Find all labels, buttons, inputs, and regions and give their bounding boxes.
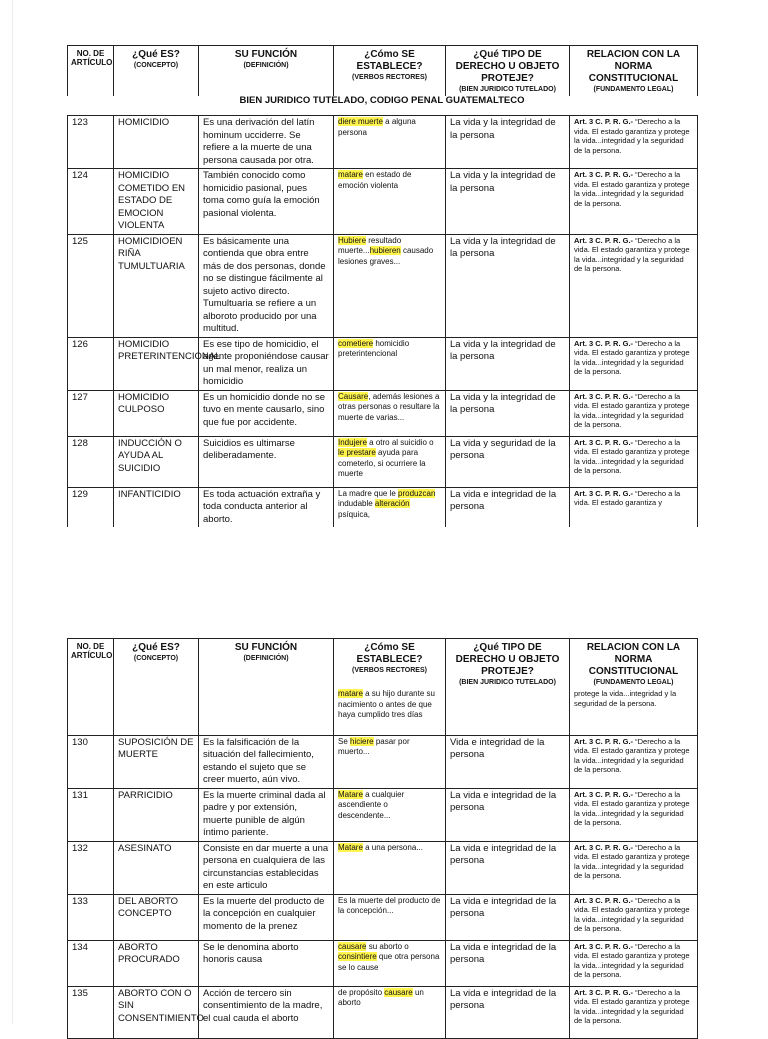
protected-right-cell: La vida y la integridad de la persona — [446, 390, 570, 436]
article-number: 128 — [68, 436, 114, 487]
verb-cell — [334, 234, 446, 337]
verb-cell — [334, 337, 446, 390]
table-row — [68, 116, 698, 169]
protected-right-cell: La vida e integridad de la persona — [446, 487, 570, 527]
law-cell — [570, 735, 698, 788]
article-number: 133 — [68, 894, 114, 940]
concept-cell: SUPOSICIÓN DE MUERTE — [114, 735, 199, 788]
concept-cell: INDUCCIÓN O AYUDA AL SUICIDIO — [114, 436, 199, 487]
header-table-page2 — [67, 638, 698, 689]
header-col-concept: ¿Qué ES? (CONCEPTO) — [114, 46, 199, 97]
table-row — [68, 841, 698, 894]
protected-right-cell: La vida e integridad de la persona — [446, 986, 570, 1038]
article-number: 132 — [68, 841, 114, 894]
law-text: “Derecho a la vida. El estado garantiza y protege la vida...integridad y la seguridad de la persona. — [574, 895, 690, 933]
highlighted-verb: diere muerte — [338, 117, 383, 126]
concept-cell: INFANTICIDIO — [114, 487, 199, 527]
highlighted-verb: Indujere — [338, 437, 367, 447]
function-cell: Acción de tercero sin consentimiento de la madre, el cual cauda el aborto — [199, 986, 334, 1038]
law-text: “Derecho a la vida. El estado garantiza y protege la vida...integridad y la seguridad de la persona. — [574, 170, 690, 208]
verb-cell — [334, 487, 446, 527]
article-number — [68, 688, 114, 735]
verb-cell — [334, 169, 446, 235]
verb-cell — [334, 390, 446, 436]
verb-cell — [334, 894, 446, 940]
law-article: Art. 3 C. P. R. G.- — [574, 437, 634, 447]
law-article: Art. 3 C. P. R. G.- — [574, 842, 634, 852]
table-row — [68, 894, 698, 940]
article-number: 123 — [68, 116, 114, 169]
function-cell: Es la muerte criminal dada al padre y por extensión, muerte punible de algún íntimo pariente. — [199, 788, 334, 841]
highlighted-verb: hubieren — [369, 246, 401, 255]
law-cell: protege la vida...integridad y la seguridad de la persona. — [570, 688, 698, 735]
article-number: 134 — [68, 940, 114, 986]
law-article: Art. 3 C. P. R. G.- — [574, 338, 634, 348]
verb-text: un aborto — [338, 987, 424, 1007]
header-col-verbs: ¿Cómo SE ESTABLECE? (VERBOS RECTORES) — [334, 46, 446, 97]
protected-right-cell: La vida y seguridad de la persona — [446, 436, 570, 487]
table-row — [68, 234, 698, 337]
table-row — [68, 735, 698, 788]
verb-text: de propósito — [338, 987, 385, 997]
verb-cell — [334, 841, 446, 894]
function-cell: Consiste en dar muerte a una persona en cualquiera de las circunstancias establecidas en este articulo — [199, 841, 334, 894]
function-cell: Es la falsificación de la situación del fallecimiento, estando el sujeto que se creer muerto, aún vivo. — [199, 735, 334, 788]
law-article: Art. 3 C. P. R. G.- — [574, 987, 634, 997]
highlighted-verb: Hubiere — [338, 235, 367, 245]
concept-cell: PARRICIDIO — [114, 788, 199, 841]
concept-cell — [114, 688, 199, 735]
law-text: “Derecho a la vida. El estado garantiza y protege la vida...integridad y la seguridad de la persona. — [574, 941, 690, 979]
verb-text: La madre que le — [338, 488, 399, 498]
function-cell: Es una derivación del latín hominum ucciderre. Se refiere a la muerte de una persona causada por otra. — [199, 116, 334, 169]
verb-text: a cualquier ascendiente o descendente... — [338, 789, 405, 820]
law-article: Art. 3 C. P. R. G.- — [574, 117, 634, 126]
verb-text: indudable — [338, 499, 375, 508]
function-cell: También conocido como homicidio pasional, pues toma como guía la emoción pasional violenta. — [199, 169, 334, 235]
concept-cell: HOMICIDIO CULPOSO — [114, 390, 199, 436]
verb-text: a otro al suicidio o — [366, 437, 434, 447]
highlighted-verb: Matare — [338, 789, 363, 799]
law-article: Art. 3 C. P. R. G.- — [574, 941, 634, 951]
law-cell — [570, 788, 698, 841]
table-row — [68, 940, 698, 986]
law-text: “Derecho a la vida. El estado garantiza y protege la vida...integridad y la seguridad de la persona. — [574, 842, 690, 880]
law-article: Art. 3 C. P. R. G.- — [574, 488, 634, 498]
verb-cell — [334, 735, 446, 788]
highlighted-verb: matare — [338, 170, 363, 179]
highlighted-verb: cometiere — [338, 338, 374, 348]
law-article: Art. 3 C. P. R. G.- — [574, 736, 634, 746]
function-cell: Se le denomina aborto honoris causa — [199, 940, 334, 986]
verb-text: resultado muerte... — [338, 235, 402, 255]
law-text: “Derecho a la vida. El estado garantiza y protege la vida...integridad y la seguridad de la persona. — [574, 338, 690, 376]
verb-cell — [334, 940, 446, 986]
verb-text: , además lesiones a otras personas o resultare la muerte de varias... — [338, 391, 440, 422]
law-cell — [570, 841, 698, 894]
article-number: 124 — [68, 169, 114, 235]
highlighted-verb: causare — [384, 987, 413, 997]
verb-cell — [334, 788, 446, 841]
header-col-function: SU FUNCIÓN (DEFINICIÓN) — [199, 46, 334, 97]
law-cell — [570, 169, 698, 235]
law-cell — [570, 940, 698, 986]
protected-right-cell: La vida y la integridad de la persona — [446, 169, 570, 235]
article-number: 125 — [68, 234, 114, 337]
concept-cell: ABORTO CON O SIN CONSENTIMIENTO — [114, 986, 199, 1038]
law-cell — [570, 234, 698, 337]
verb-cell — [334, 116, 446, 169]
article-number: 135 — [68, 986, 114, 1038]
article-number: 129 — [68, 487, 114, 527]
header-col-law: RELACION CON LA NORMA CONSTITUCIONAL (FUNDAMENTO LEGAL) — [570, 46, 698, 97]
verb-text: que otra persona se lo cause — [338, 952, 440, 972]
law-cell — [570, 390, 698, 436]
protected-right-cell: La vida y la integridad de la persona — [446, 116, 570, 169]
header-col-right: ¿Qué TIPO DE DERECHO U OBJETO PROTEJE? (BIEN JURIDICO TUTELADO) — [446, 46, 570, 97]
law-cell — [570, 986, 698, 1038]
law-article: Art. 3 C. P. R. G.- — [574, 235, 634, 245]
header-table-page1 — [67, 45, 698, 96]
concept-cell: HOMICIDIO COMETIDO EN ESTADO DE EMOCION VIOLENTA — [114, 169, 199, 235]
law-cell — [570, 436, 698, 487]
function-cell: Suicidios es ultimarse deliberadamente. — [199, 436, 334, 487]
concept-cell: HOMICIDIO — [114, 116, 199, 169]
law-text: “Derecho a la vida. El estado garantiza y protege la vida...integridad y la seguridad de la persona. — [574, 736, 690, 774]
table-row — [68, 788, 698, 841]
verb-cell — [334, 688, 446, 735]
verb-text: Es la muerte del producto de la concepción... — [338, 895, 441, 915]
crimes-table-page2 — [67, 688, 698, 1039]
protected-right-cell: La vida y la integridad de la persona — [446, 337, 570, 390]
function-cell: Es ese tipo de homicidio, el agente proponiéndose causar un mal menor, realiza un homicidio — [199, 337, 334, 390]
function-cell: Es la muerte del producto de la concepción en cualquier momento de la prenez — [199, 894, 334, 940]
law-cell — [570, 116, 698, 169]
law-text: “Derecho a la vida. El estado garantiza y protege la vida...integridad y la seguridad de la persona. — [574, 235, 690, 273]
verb-text: psíquica, — [338, 509, 371, 519]
page-edge — [12, 0, 13, 1024]
concept-cell: HOMICIDIO PRETERINTENCIONAL — [114, 337, 199, 390]
verb-text: en estado de emoción violenta — [338, 170, 412, 190]
header-col-article: NO. DE ARTÍCULO — [68, 639, 114, 690]
highlighted-verb: consintiere — [338, 952, 377, 961]
verb-text: Se — [338, 736, 351, 746]
law-cell — [570, 894, 698, 940]
protected-right-cell: La vida y la integridad de la persona — [446, 234, 570, 337]
header-col-law: RELACION CON LA NORMA CONSTITUCIONAL (FUNDAMENTO LEGAL) — [570, 639, 698, 690]
header-col-article: NO. DE ARTÍCULO — [68, 46, 114, 97]
law-text: “Derecho a la vida. El estado garantiza y protege la vida...integridad y la seguridad de la persona. — [574, 117, 690, 155]
table-row — [68, 390, 698, 436]
table-row — [68, 986, 698, 1038]
header-col-verbs: ¿Cómo SE ESTABLECE? (VERBOS RECTORES) — [334, 639, 446, 690]
highlighted-verb: causare — [338, 941, 367, 951]
table-row — [68, 169, 698, 235]
crimes-table-page1 — [67, 115, 698, 527]
law-article: Art. 3 C. P. R. G.- — [574, 789, 634, 799]
law-text: “Derecho a la vida. El estado garantiza y protege la vida...integridad y la seguridad de la persona. — [574, 987, 690, 1025]
verb-text: a alguna persona — [338, 117, 416, 137]
law-article: Art. 3 C. P. R. G.- — [574, 170, 634, 179]
protected-right-cell: La vida e integridad de la persona — [446, 841, 570, 894]
verb-text: a una persona... — [362, 842, 423, 852]
continuation-row — [68, 688, 698, 735]
highlighted-verb: le prestare — [338, 448, 376, 457]
header-col-function: SU FUNCIÓN (DEFINICIÓN) — [199, 639, 334, 690]
law-text: “Derecho a la vida. El estado garantiza y — [574, 488, 681, 507]
highlighted-verb: produzcan — [398, 488, 436, 498]
law-cell — [570, 487, 698, 527]
law-article: Art. 3 C. P. R. G.- — [574, 895, 634, 905]
verb-cell — [334, 436, 446, 487]
verb-text: causado lesiones graves... — [338, 246, 434, 266]
protected-right-cell: Vida e integridad de la persona — [446, 735, 570, 788]
highlighted-verb: Causare — [338, 391, 369, 401]
verb-text: ayuda para cometerlo, si ocurriere la muerte — [338, 448, 426, 478]
header-col-right: ¿Qué TIPO DE DERECHO U OBJETO PROTEJE? (BIEN JURIDICO TUTELADO) — [446, 639, 570, 690]
function-cell: Es un homicidio donde no se tuvo en mente causarlo, sino que fue por accidente. — [199, 390, 334, 436]
concept-cell: HOMICIDIOEN RIÑA TUMULTUARIA — [114, 234, 199, 337]
highlighted-verb: hiciere — [350, 736, 374, 746]
law-article: Art. 3 C. P. R. G.- — [574, 391, 634, 401]
section-subtitle: BIEN JURIDICO TUTELADO, CODIGO PENAL GUATEMALTECO — [239, 95, 525, 106]
law-text: “Derecho a la vida. El estado garantiza y protege la vida...integridad y la seguridad de la persona. — [574, 437, 690, 475]
article-number: 131 — [68, 788, 114, 841]
header-col-concept: ¿Qué ES? (CONCEPTO) — [114, 639, 199, 690]
highlighted-verb: matare — [338, 689, 363, 698]
highlighted-verb: alteración — [374, 499, 410, 508]
law-text: “Derecho a la vida. El estado garantiza y protege la vida...integridad y la seguridad de la persona. — [574, 391, 690, 429]
concept-cell: ASESINATO — [114, 841, 199, 894]
protected-right-cell — [446, 688, 570, 735]
protected-right-cell: La vida e integridad de la persona — [446, 894, 570, 940]
function-cell: Es básicamente una contienda que obra entre más de dos personas, donde no se distingue fácilmente al sujeto activo directo. Tumultuaria se refiere a un alboroto producido por una multitud. — [199, 234, 334, 337]
table-row — [68, 436, 698, 487]
verb-text: pasar por muerto... — [338, 736, 410, 756]
article-number: 130 — [68, 735, 114, 788]
table-row — [68, 337, 698, 390]
verb-text: homicidio preterintencional — [338, 338, 410, 358]
table-row — [68, 487, 698, 527]
verb-cell — [334, 986, 446, 1038]
verb-text: a su hijo durante su nacimiento o antes de que haya cumplido tres días — [338, 689, 435, 719]
function-cell: Es toda actuación extraña y toda conducta anterior al aborto. — [199, 487, 334, 527]
law-cell — [570, 337, 698, 390]
protected-right-cell: La vida e integridad de la persona — [446, 940, 570, 986]
protected-right-cell: La vida e integridad de la persona — [446, 788, 570, 841]
highlighted-verb: Matare — [338, 842, 363, 852]
function-cell — [199, 688, 334, 735]
law-text: “Derecho a la vida. El estado garantiza y protege la vida...integridad y la seguridad de la persona. — [574, 789, 690, 827]
concept-cell: DEL ABORTO CONCEPTO — [114, 894, 199, 940]
verb-text: su aborto o — [366, 941, 409, 951]
concept-cell: ABORTO PROCURADO — [114, 940, 199, 986]
article-number: 126 — [68, 337, 114, 390]
article-number: 127 — [68, 390, 114, 436]
